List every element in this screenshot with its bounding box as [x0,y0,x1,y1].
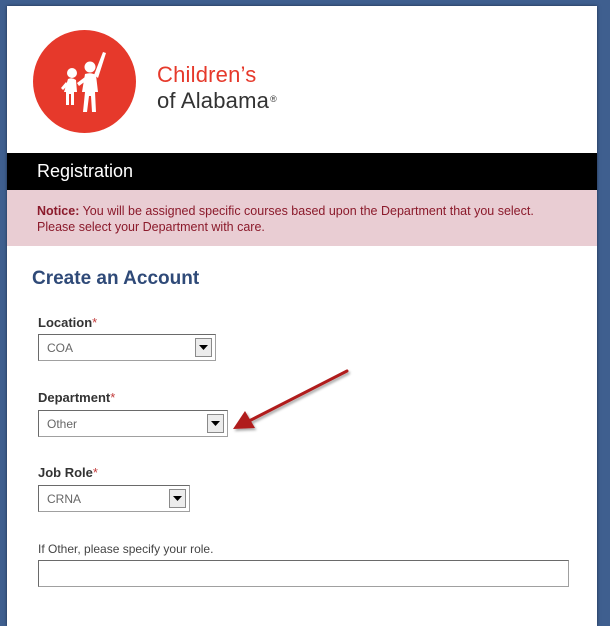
notice-text-2: Please select your Department with care. [37,219,265,234]
other-role-input[interactable] [38,560,569,587]
notice-line1 [37,204,597,220]
department-label [38,390,115,405]
annotation-arrow-icon [227,366,357,436]
job-role-dropdown-button[interactable] [169,489,186,508]
brand-name-line2 [157,88,277,114]
department-select[interactable] [38,410,228,437]
chevron-down-icon [199,345,208,351]
department-dropdown-button[interactable] [207,414,224,433]
notice-text-1: You will be assigned specific courses based upon the Department that you select. [79,204,534,218]
department-label-text: Department [38,390,111,405]
section-title: Create an Account [32,268,200,289]
location-label [38,315,97,330]
location-label-text: Location [38,315,93,330]
location-select[interactable] [38,334,216,361]
registered-mark: ® [270,94,277,104]
registration-card [7,6,597,626]
job-role-value: CRNA [47,492,82,506]
notice-banner [7,190,597,246]
location-dropdown-button[interactable] [195,338,212,357]
required-marker: * [92,315,98,330]
logo-header [7,6,597,153]
chevron-down-icon [211,421,220,427]
chevron-down-icon [173,496,182,502]
notice-label: Notice: [37,204,80,218]
required-marker: * [110,390,116,405]
job-role-label [38,465,98,480]
location-value: COA [47,341,74,355]
brand-name-text: of Alabama [157,88,270,113]
department-value: Other [47,417,78,431]
required-marker: * [92,465,98,480]
job-role-label-text: Job Role [38,465,93,480]
other-role-label: If Other, please specify your role. [38,542,214,556]
page-title: Registration [7,153,597,190]
brand-name-line1: Children’s [157,62,257,87]
job-role-select[interactable] [38,485,190,512]
childrens-logo-icon [33,30,136,133]
